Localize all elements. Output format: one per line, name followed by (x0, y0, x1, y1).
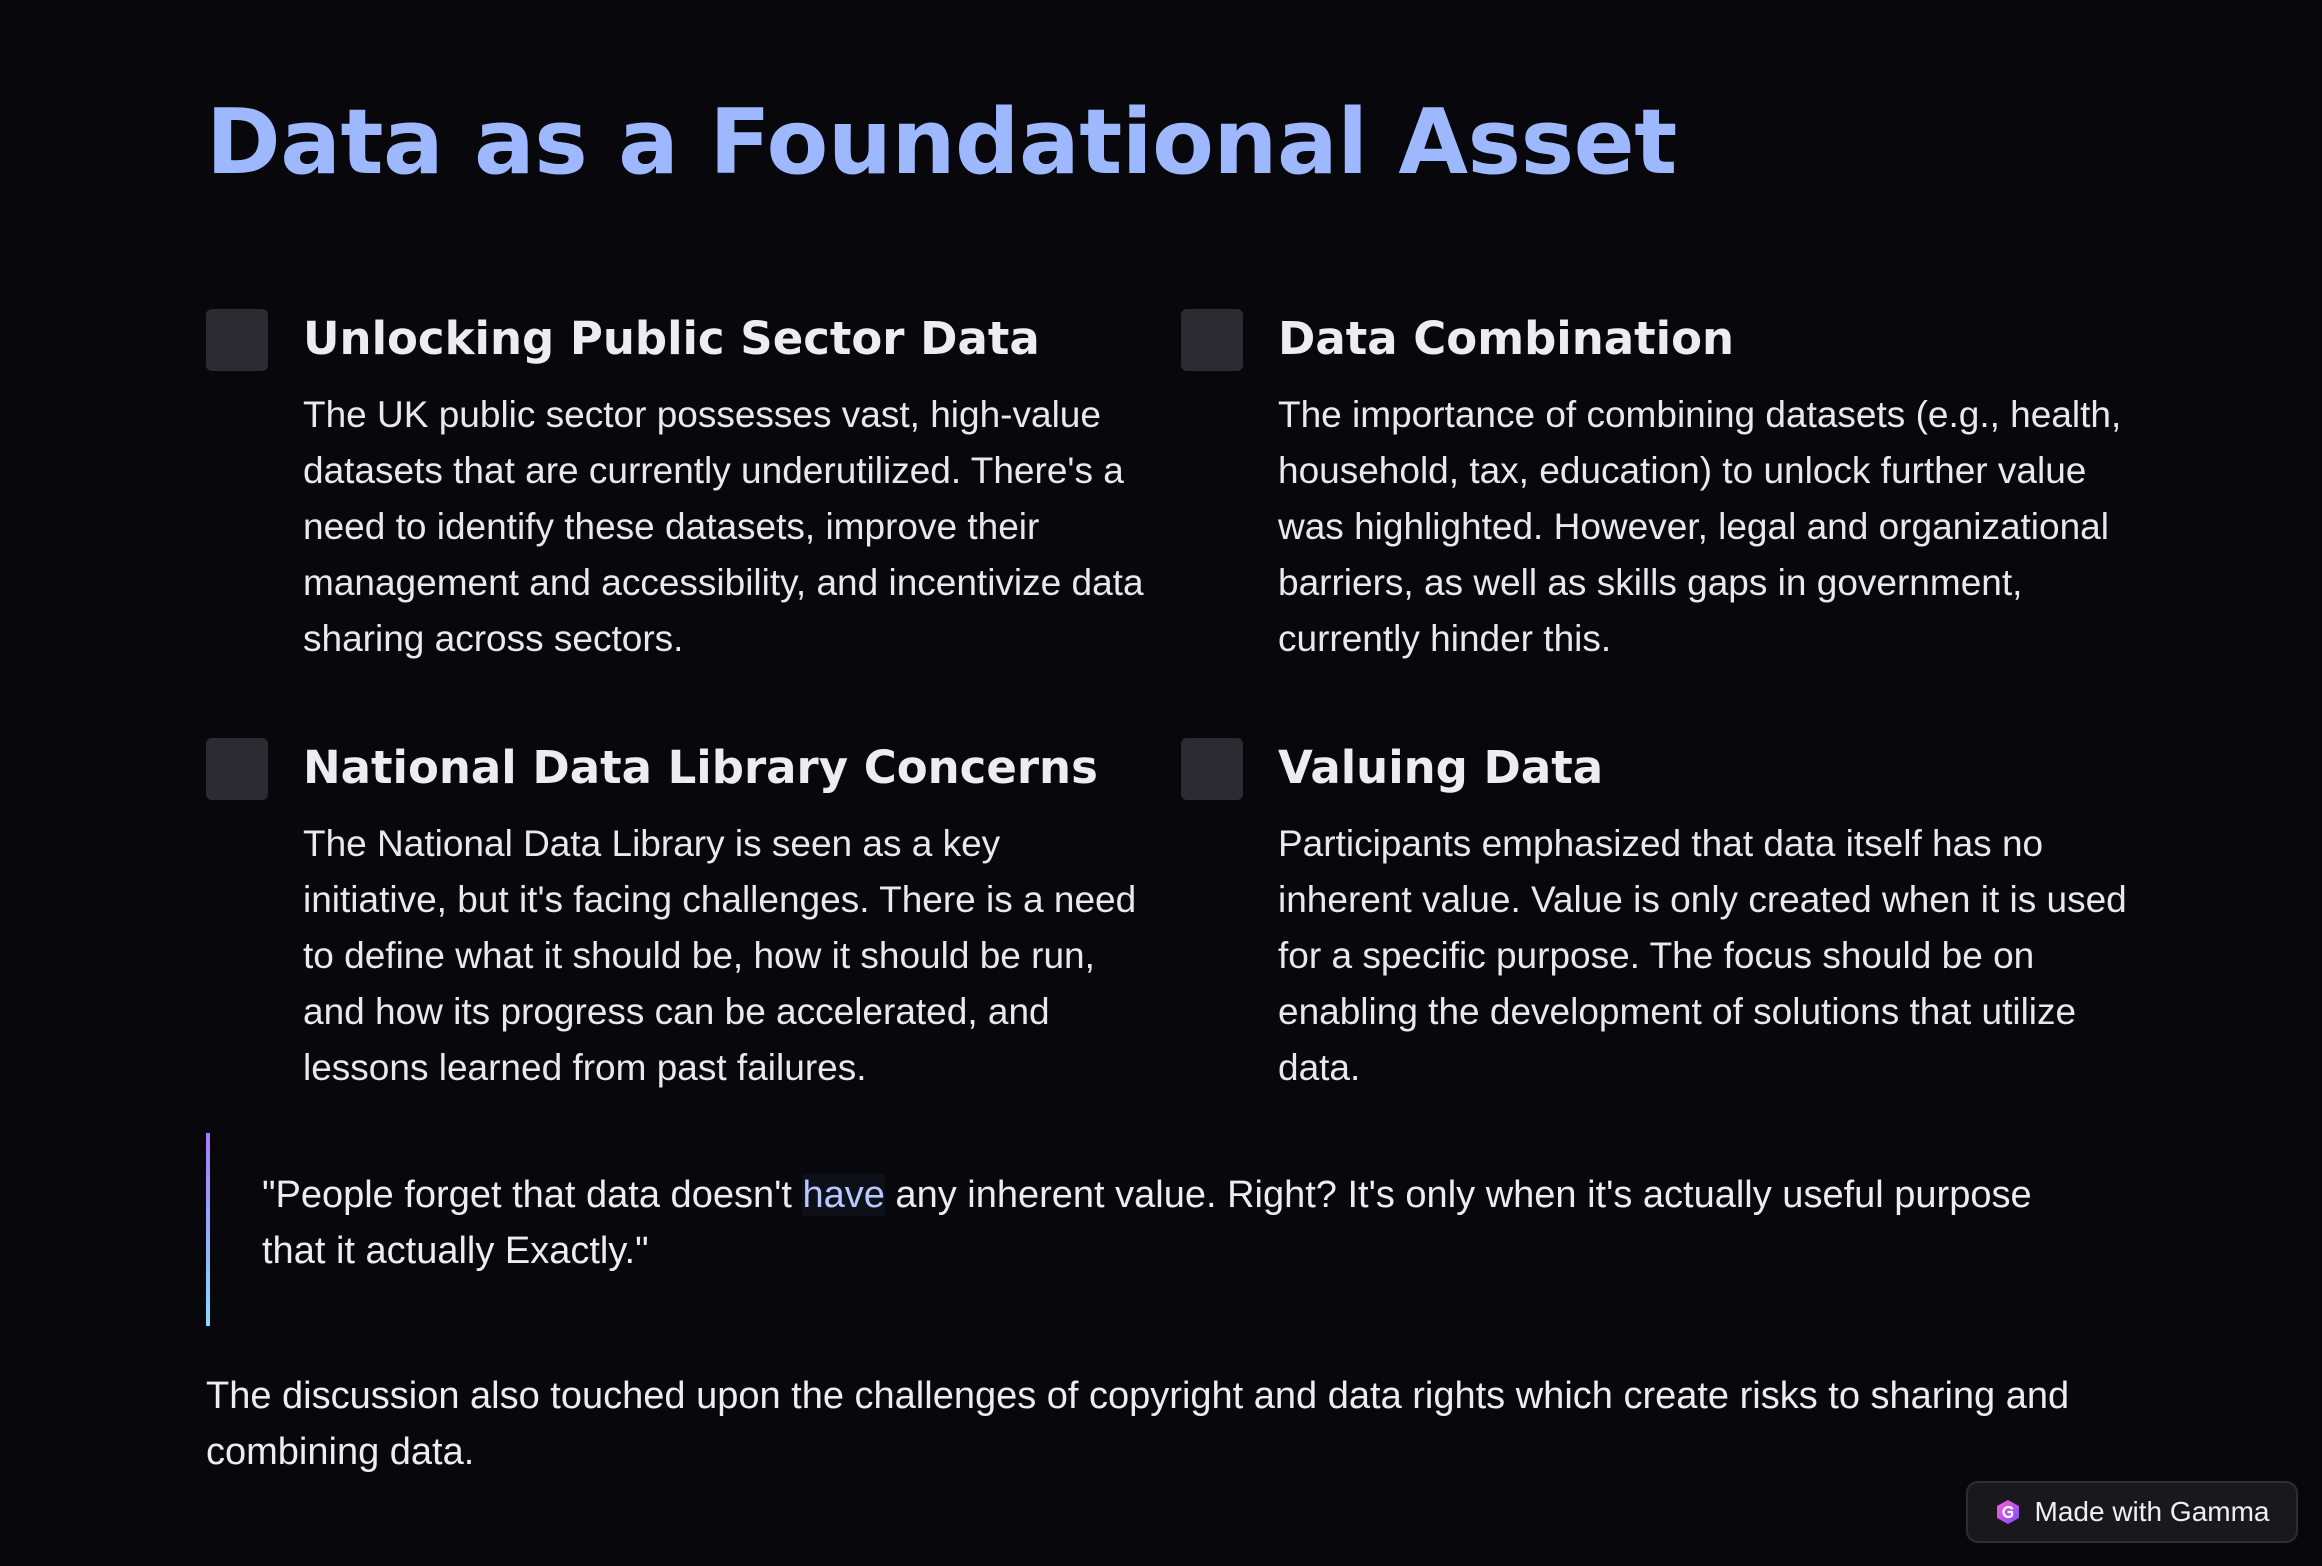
card-title: National Data Library Concerns (303, 741, 1098, 794)
quote-text-after: any inherent value. Right? It's only when it's actually useful purpose that it actually Exactly." (262, 1174, 2032, 1272)
quote-text (262, 1167, 2102, 1279)
gamma-logo-icon (1995, 1499, 2021, 1525)
badge-label: Made with Gamma (2034, 1496, 2270, 1527)
card-body: Participants emphasized that data itself has no inherent value. Value is only created when it is used for a specific purpose. The focus should be on enabling the development of solutions that utilize data. (1278, 823, 2127, 1088)
card-marker (1181, 309, 1243, 371)
made-with-gamma-button[interactable] (1966, 1481, 2298, 1543)
card-body: The importance of combining datasets (e.g., health, household, tax, education) to unlock further value was highlighted. However, legal and organizational barriers, as well as skills gaps in government, currently hinder this. (1278, 394, 2122, 659)
card-body: The National Data Library is seen as a key initiative, but it's facing challenges. There is a need to define what it should be, how it should be run, and how its progress can be accelerated, and lessons learned from past failures. (303, 823, 1137, 1088)
slide-title: Data as a Foundational Asset (206, 90, 1677, 195)
card-title: Valuing Data (1278, 741, 1604, 794)
quote-highlight: have (802, 1174, 885, 1216)
blockquote (206, 1133, 2140, 1326)
card-body: The UK public sector possesses vast, high-value datasets that are currently underutilized. There's a need to identify these datasets, improve their management and accessibility, and incentivize data sharing across sectors. (303, 394, 1144, 659)
card-marker (1181, 738, 1243, 800)
card-title: Data Combination (1278, 312, 1735, 365)
card-title: Unlocking Public Sector Data (303, 312, 1040, 365)
quote-text-before: "People forget that data doesn't (262, 1174, 803, 1216)
closing-paragraph: The discussion also touched upon the challenges of copyright and data rights which create risks to sharing and combining data. (206, 1375, 2070, 1473)
card-marker (206, 309, 268, 371)
card-marker (206, 738, 268, 800)
